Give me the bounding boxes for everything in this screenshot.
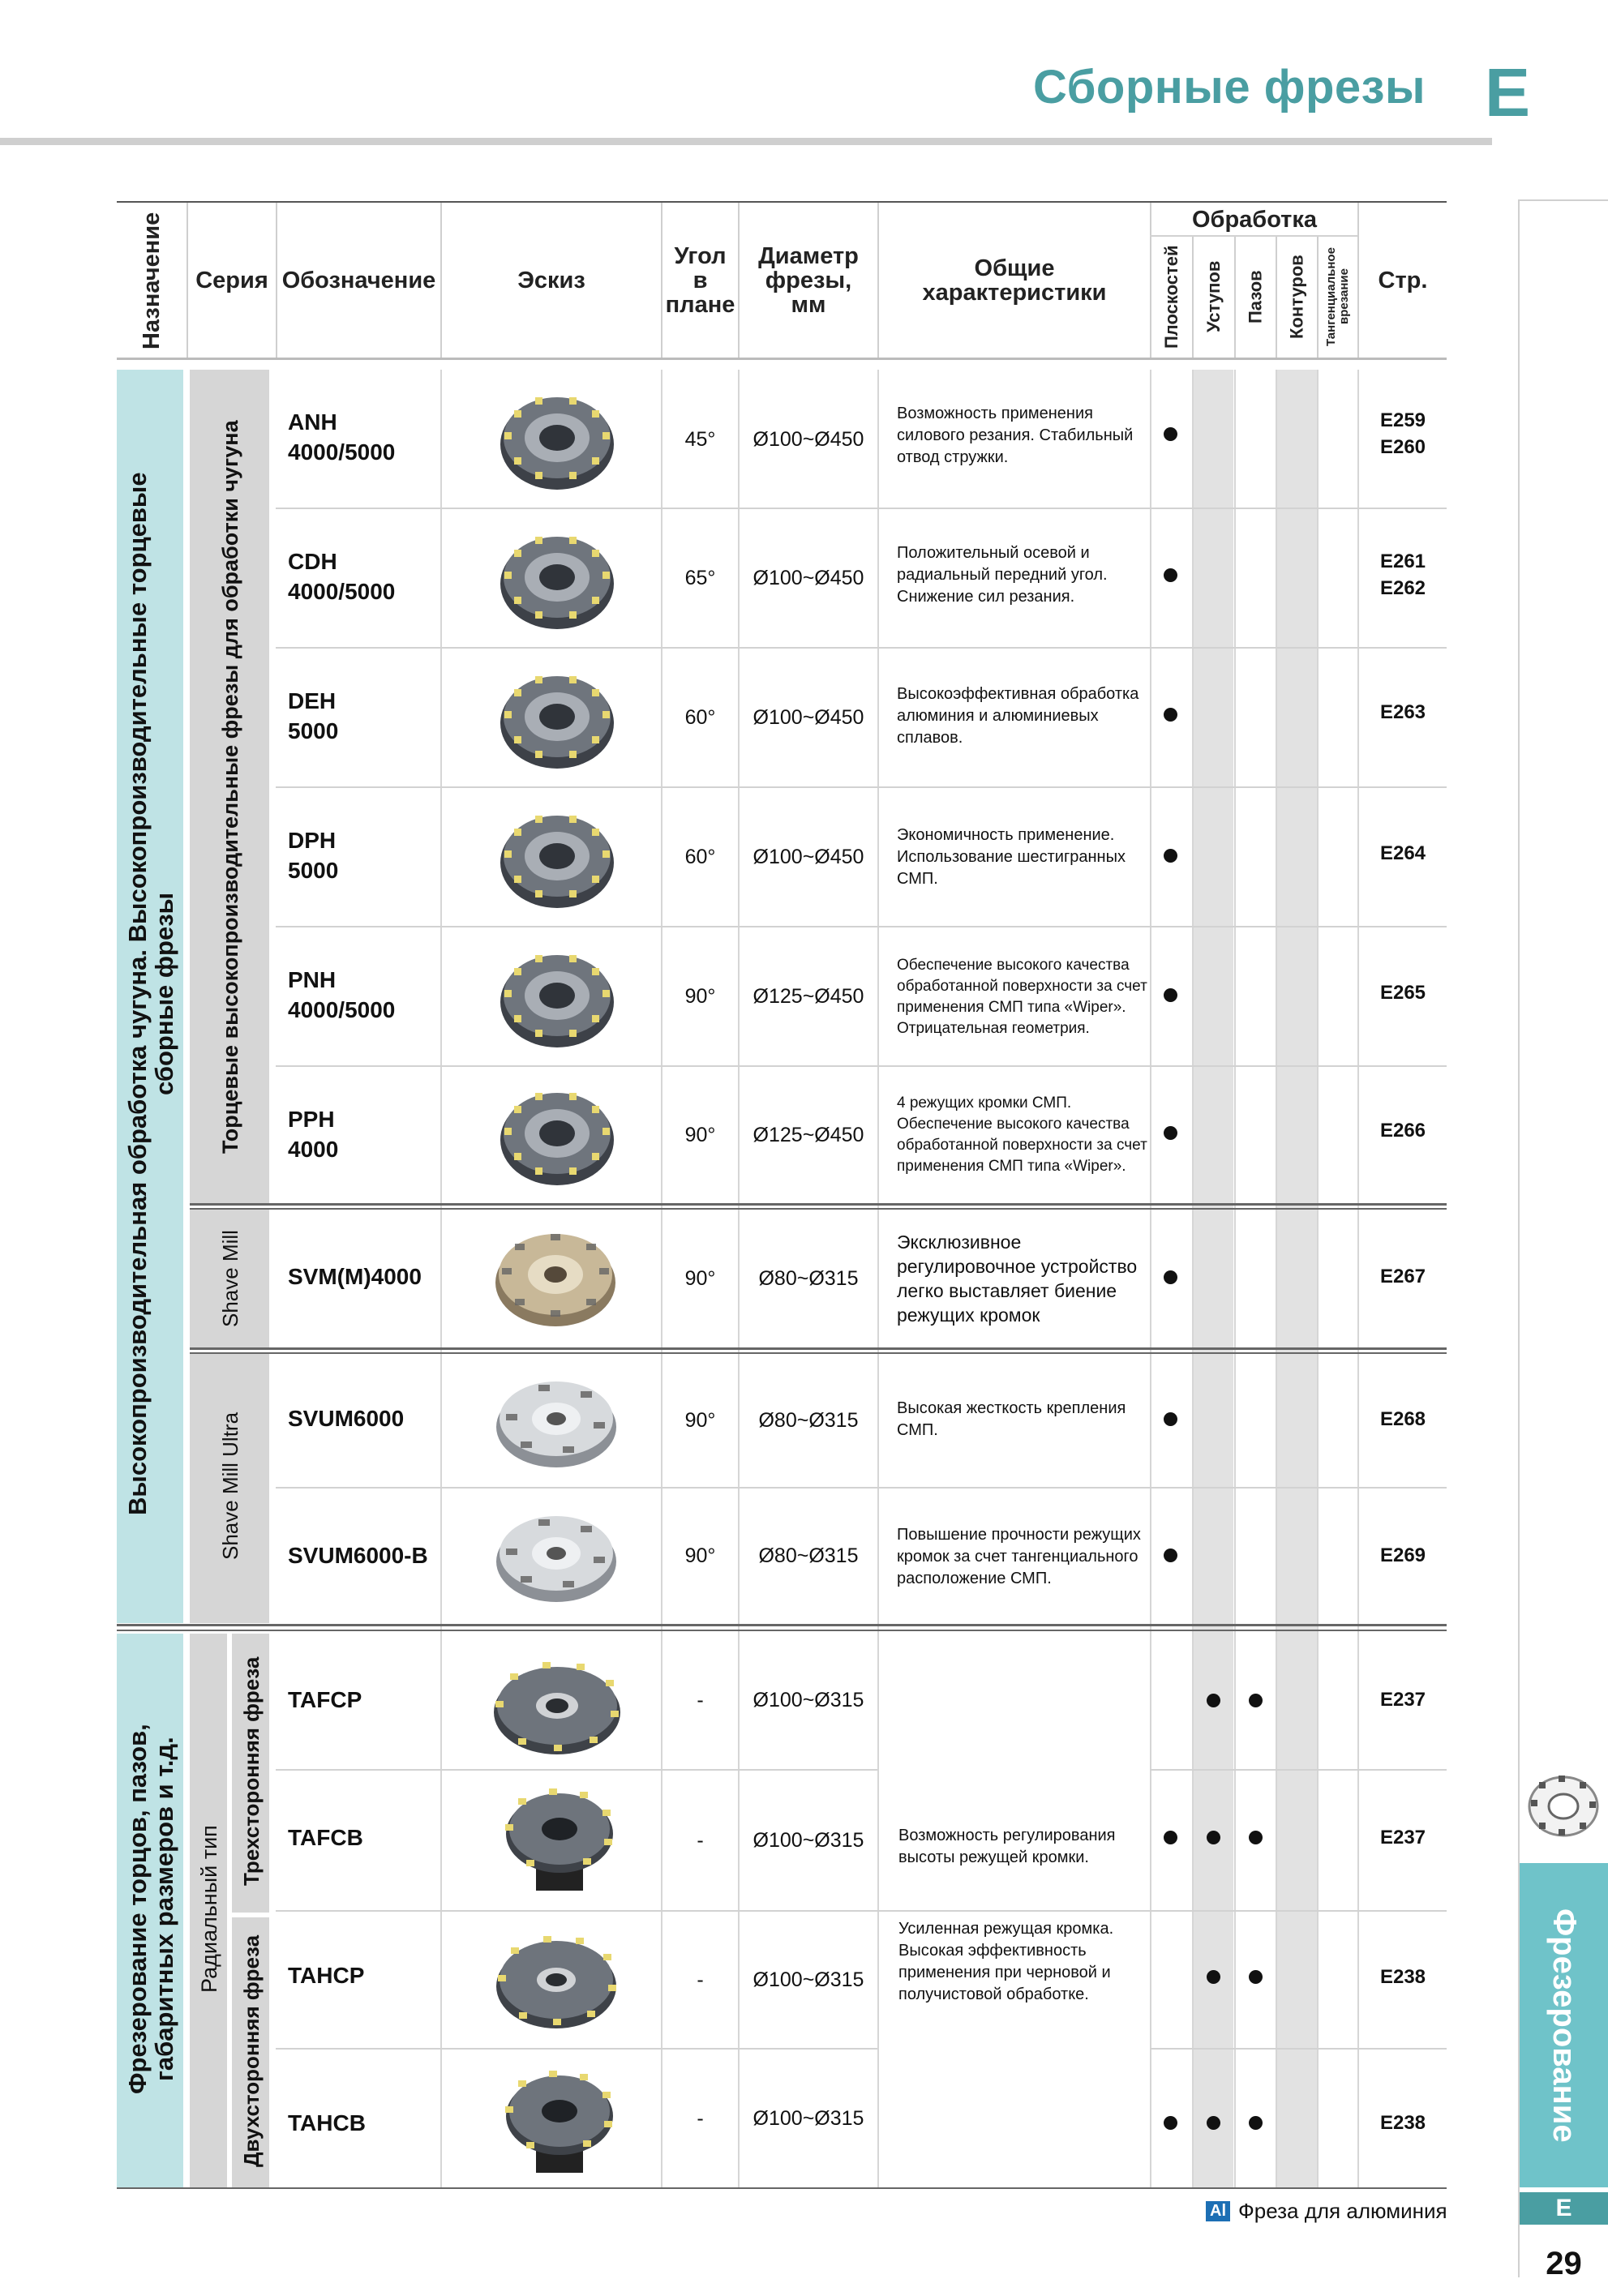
mark-flat [1164, 1412, 1177, 1426]
row-page: E238 [1379, 1966, 1426, 1988]
side-tab-label: Фрезерование [1546, 1908, 1582, 2143]
series-shave-mill-label: Shave Mill [218, 1230, 242, 1327]
row-angle: - [697, 2106, 704, 2130]
side-cutter-photo [499, 2066, 620, 2179]
row-diameter: Ø80~Ø315 [758, 1408, 859, 1432]
row-page: E265 [1379, 982, 1426, 1004]
header-machining-plunge [1319, 238, 1357, 355]
row-page: E237 [1379, 1827, 1426, 1848]
row-desc: 4 режущих кромки СМП. Обеспечение высокого качества обработанной поверхности за счет применения СМП типа «Wiper». [897, 1094, 1147, 1175]
row-code: SVUM6000-B [288, 1543, 428, 1568]
row-code: CDH [288, 549, 337, 574]
row-angle: 90° [684, 984, 716, 1008]
mark-slot [1249, 1970, 1263, 1984]
mark-flat [1164, 988, 1177, 1002]
header-designation: Обозначение [281, 268, 436, 293]
row-diameter: Ø125~Ø450 [753, 1123, 864, 1146]
series-radial-label: Радиальный тип [197, 1825, 221, 1994]
shared-desc-side-cutters: Возможность регулирования высоты режущей кромки. [898, 1827, 1116, 1866]
row-angle: 90° [684, 1266, 716, 1290]
page-number: 29 [1546, 2245, 1582, 2281]
row-code: 4000/5000 [288, 997, 396, 1022]
row-code: TAHCP [288, 1963, 365, 1988]
row-code: PPH [288, 1107, 335, 1132]
header-purpose: Назначение [139, 212, 165, 349]
mark-shoulder [1207, 2116, 1220, 2130]
row-desc: Высокоэффективная обработка алюминия и алюминиевых сплавов. [897, 684, 1139, 747]
row-page: E237 [1379, 1689, 1426, 1711]
row-page: E267 [1379, 1266, 1426, 1287]
row-diameter: Ø100~Ø450 [753, 566, 864, 589]
side-cutter-photo [499, 1784, 620, 1897]
mark-flat [1164, 427, 1177, 441]
row-diameter: Ø125~Ø450 [753, 984, 864, 1008]
row-diameter: Ø100~Ø450 [753, 427, 864, 451]
header-sketch: Эскиз [517, 268, 585, 293]
row-code: SVUM6000 [288, 1406, 405, 1431]
shave-mill-ultra-cutter-photo [491, 1370, 621, 1471]
mark-flat [1164, 1831, 1177, 1844]
header-top-rule [117, 201, 1447, 203]
row-angle: 60° [684, 705, 716, 729]
header-machining-contour: Контуров [1286, 255, 1307, 339]
row-desc: Высокая жесткость крепления СМП. [897, 1399, 1126, 1439]
series-two-sided-label: Двухсторонняя фреза [239, 1934, 264, 2168]
legend-text: Фреза для алюминия [1238, 2198, 1447, 2223]
mark-flat [1164, 2116, 1177, 2130]
mark-shoulder [1207, 1831, 1220, 1844]
face-mill-cutter-photo [496, 806, 618, 911]
group-side-milling-label: Фрезерование торцов, пазов, габаритных размеров и т.д. [123, 1724, 178, 2095]
row-page: E262 [1379, 577, 1426, 599]
row-desc: Возможность применения силового резания. Стабильный отвод стружки. [897, 404, 1134, 466]
aluminium-badge: Al [1206, 2201, 1230, 2221]
row-page: E260 [1379, 436, 1426, 458]
series-face-mills [190, 370, 269, 1205]
row-page: E259 [1379, 409, 1426, 431]
row-code: DPH [288, 828, 337, 853]
row-angle: 90° [684, 1544, 716, 1567]
series-face-mills-label: Торцевые высокопроизводительные фрезы для обработки чугуна [218, 420, 242, 1154]
series-radial [190, 1634, 227, 2187]
side-cutter-photo [491, 1930, 621, 2035]
mark-flat [1164, 849, 1177, 863]
face-mill-cutter-photo [496, 527, 618, 632]
row-diameter: Ø100~Ø315 [753, 1688, 864, 1711]
row-angle: - [697, 1968, 704, 1991]
header-bottom-rule [117, 358, 1447, 360]
series-shave-mill-ultra-label: Shave Mill Ultra [218, 1411, 242, 1561]
row-code: 4000/5000 [288, 579, 396, 604]
header-characteristics: Общие характеристики [922, 255, 1107, 306]
row-angle: - [697, 1828, 704, 1852]
series-shave-mill [190, 1210, 269, 1347]
row-angle: 45° [684, 427, 716, 451]
row-page: E269 [1379, 1544, 1426, 1566]
row-code: 5000 [288, 858, 339, 883]
mark-flat [1164, 1270, 1177, 1284]
row-page: E261 [1379, 550, 1426, 572]
row-code: 4000/5000 [288, 439, 396, 465]
row-page: E263 [1379, 701, 1426, 723]
row-diameter: Ø100~Ø315 [753, 2106, 864, 2130]
row-desc: Экономичность применение. Использование шестигранных СМП. [897, 825, 1126, 888]
row-page: E268 [1379, 1408, 1426, 1430]
series-two-sided [232, 1917, 269, 2187]
row-code: DEH [288, 688, 337, 713]
face-mill-cutter-photo [496, 666, 618, 772]
series-three-sided [232, 1634, 269, 1913]
row-diameter: Ø80~Ø315 [758, 1544, 859, 1567]
row-code: TAHCB [288, 2110, 366, 2135]
row-diameter: Ø100~Ø315 [753, 1828, 864, 1852]
row-page: E266 [1379, 1120, 1426, 1142]
row-desc: Обеспечение высокого качества обработанной поверхности за счет применения СМП типа «Wiper». Отрицательная геометрия. [897, 957, 1147, 1037]
legend [1206, 2199, 1447, 2223]
row-page: E238 [1379, 2112, 1426, 2134]
group-cast-iron [117, 370, 183, 1623]
row-code: TAFCB [288, 1825, 363, 1850]
header-machining-slot: Пазов [1245, 270, 1266, 323]
row-diameter: Ø80~Ø315 [758, 1266, 859, 1290]
face-mill-cutter-photo [496, 1083, 618, 1189]
header-machining-shoulder: Уступов [1203, 260, 1224, 333]
page-title: Сборные фрезы [1032, 61, 1426, 114]
header-angle: Угол в плане [665, 243, 735, 318]
row-diameter: Ø100~Ø450 [753, 845, 864, 868]
row-desc: Положительный осевой и радиальный передний угол. Снижение сил резания. [897, 543, 1108, 606]
header-machining-flat: Плоскостей [1161, 245, 1181, 349]
mark-shoulder [1207, 1970, 1220, 1984]
series-shave-mill-ultra [190, 1352, 269, 1623]
mark-flat [1164, 1549, 1177, 1562]
header-series: Серия [195, 268, 268, 293]
row-angle: 65° [684, 566, 716, 589]
header-diameter: Диаметр фрезы, мм [758, 243, 859, 318]
row-code: PNH [288, 967, 337, 992]
milling-cutter-icon [1524, 1767, 1602, 1840]
shared-desc-side-cutters: Усиленная режущая кромка. Высокая эффективность применения при черновой и получистовой обработке. [898, 1920, 1114, 2003]
face-mill-cutter-photo [496, 388, 618, 493]
header-machining-plunge-label: Тангенциальное врезание [1324, 247, 1351, 346]
side-tab[interactable] [1520, 1863, 1608, 2187]
row-code: SVM(M)4000 [288, 1264, 422, 1289]
header-machining: Обработка [1191, 207, 1318, 233]
row-code: ANH [288, 409, 337, 435]
shave-mill-cutter-photo [491, 1224, 620, 1330]
mark-flat [1164, 708, 1177, 722]
group-side-milling [117, 1634, 183, 2187]
row-desc: Эксклюзивное регулировочное устройство легко выставляет биение режущих кромок [897, 1232, 1138, 1326]
mark-flat [1164, 568, 1177, 582]
series-three-sided-label: Трехсторонняя фреза [239, 1656, 264, 1887]
row-code: TAFCP [288, 1687, 362, 1712]
side-tab-letter-text: E [1555, 2195, 1572, 2221]
row-diameter: Ø100~Ø450 [753, 705, 864, 729]
row-diameter: Ø100~Ø315 [753, 1968, 864, 1991]
section-letter: E [1484, 54, 1530, 131]
row-page: E264 [1379, 842, 1426, 864]
header-page: Стр. [1378, 268, 1428, 293]
row-desc: Повышение прочности режущих кромок за счет тангенциального расположение СМП. [897, 1525, 1141, 1587]
row-angle: 90° [684, 1408, 716, 1432]
face-mill-cutter-photo [496, 945, 618, 1051]
row-code: 4000 [288, 1137, 339, 1162]
row-angle: 90° [684, 1123, 716, 1146]
mark-slot [1249, 1694, 1263, 1707]
side-tab-letter [1520, 2192, 1608, 2225]
row-angle: 60° [684, 845, 716, 868]
mark-slot [1249, 1831, 1263, 1844]
mark-shoulder [1207, 1694, 1220, 1707]
mark-flat [1164, 1126, 1177, 1140]
mark-slot [1249, 2116, 1263, 2130]
shave-mill-ultra-cutter-photo [491, 1505, 621, 1606]
group-cast-iron-label: Высокопроизводительная обработка чугуна. Высокопроизводительные торцевые сборные фрезы [123, 472, 178, 1516]
row-angle: - [697, 1688, 704, 1711]
row-code: 5000 [288, 718, 339, 743]
side-cutter-photo [489, 1654, 625, 1759]
